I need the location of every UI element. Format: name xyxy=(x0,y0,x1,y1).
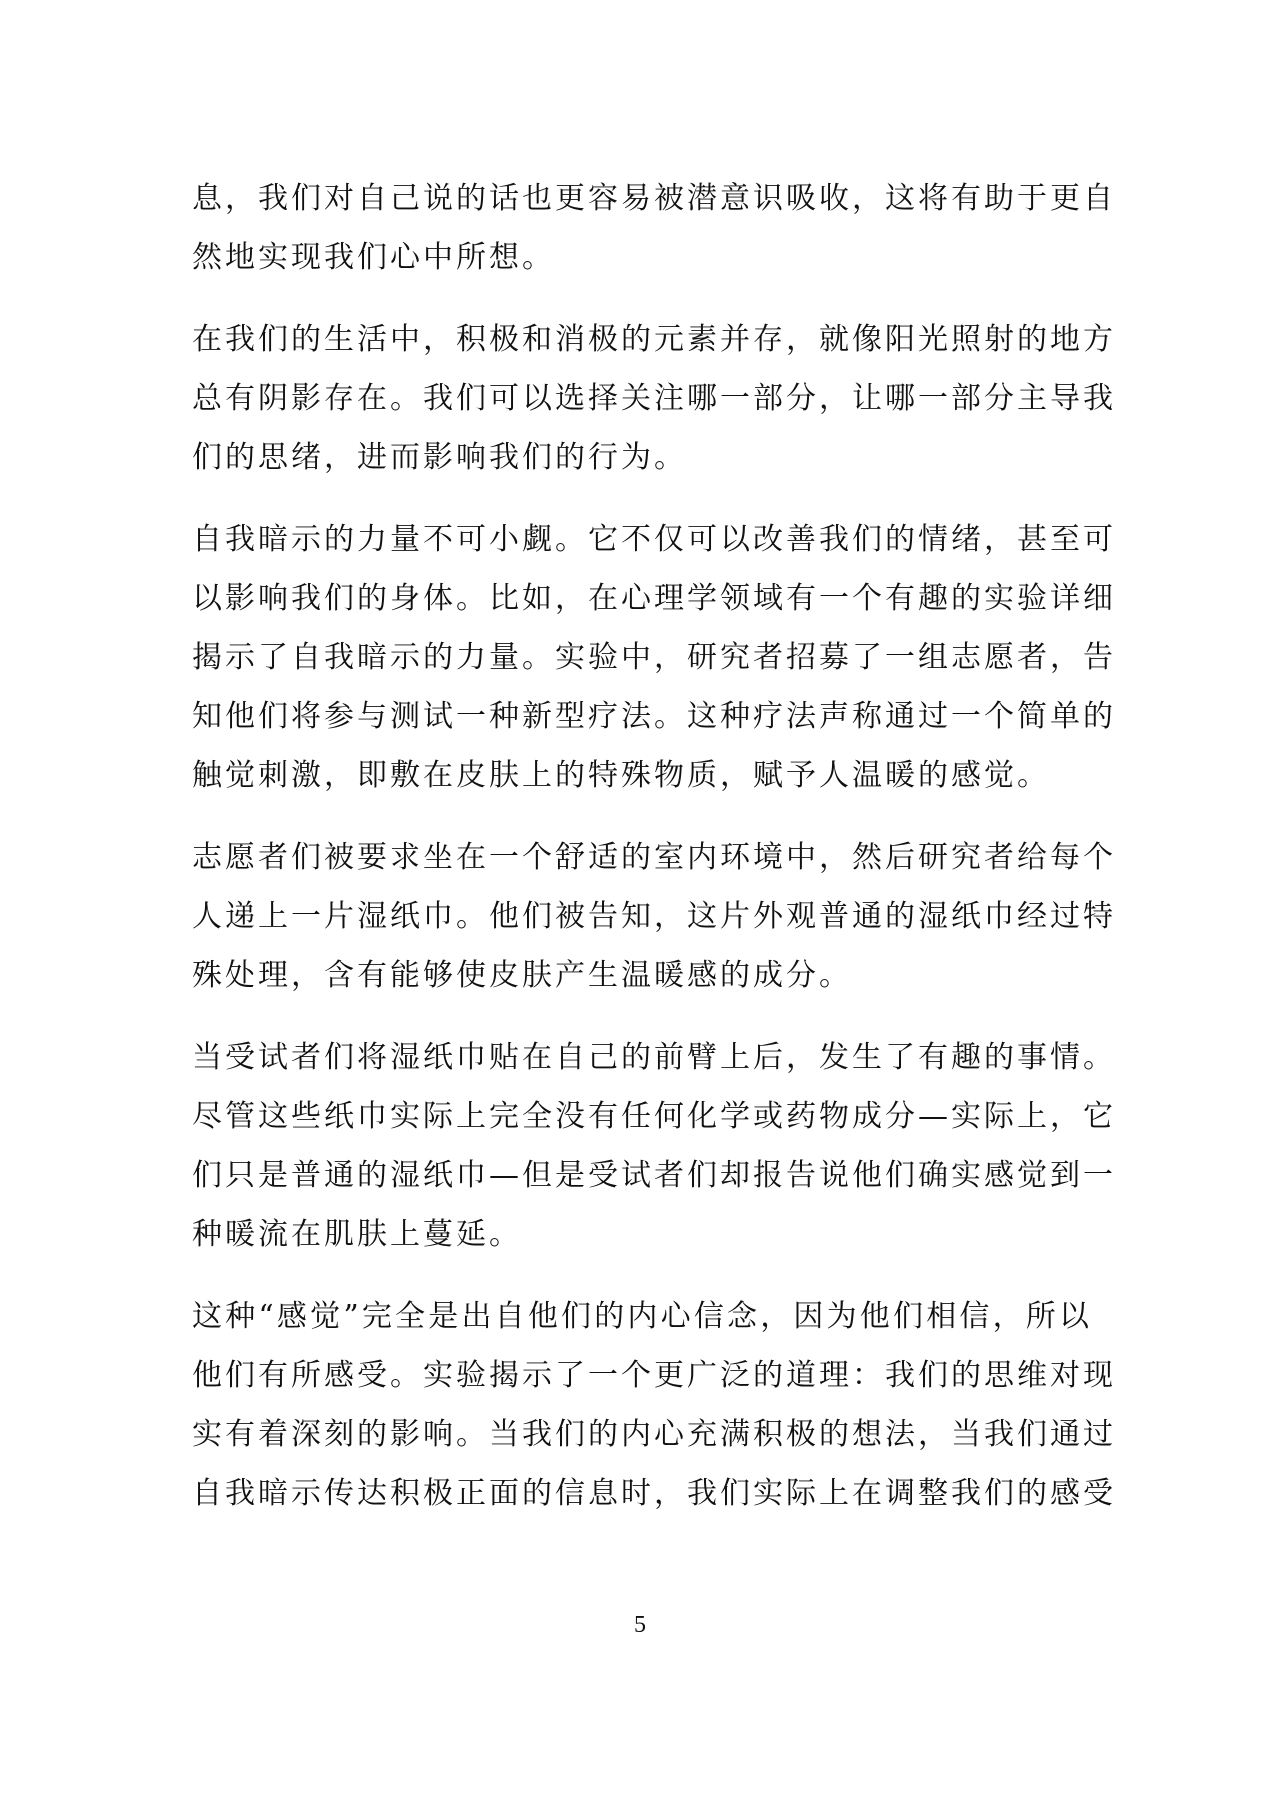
text-line: 人递上一片湿纸巾。他们被告知，这片外观普通的湿纸巾经过特 xyxy=(192,899,1116,934)
text-line: 当受试者们将湿纸巾贴在自己的前臂上后，发生了有趣的事情。 xyxy=(192,1040,1116,1075)
text-line: 然地实现我们心中所想。 xyxy=(192,240,555,275)
text-line: 们只是普通的湿纸巾—但是受试者们却报告说他们确实感觉到一 xyxy=(192,1158,1116,1193)
text-line: 自我暗示的力量不可小觑。它不仅可以改善我们的情绪，甚至可 xyxy=(192,522,1116,557)
text-line: 志愿者们被要求坐在一个舒适的室内环境中，然后研究者给每个 xyxy=(192,840,1116,875)
text-line: 自我暗示传达积极正面的信息时，我们实际上在调整我们的感受 xyxy=(192,1476,1116,1511)
text-line: 在我们的生活中，积极和消极的元素并存，就像阳光照射的地方 xyxy=(192,322,1116,357)
text-line: 总有阴影存在。我们可以选择关注哪一部分，让哪一部分主导我 xyxy=(192,381,1116,416)
text-line: 揭示了自我暗示的力量。实验中，研究者招募了一组志愿者，告 xyxy=(192,640,1116,675)
text-line: 种暖流在肌肤上蔓延。 xyxy=(192,1217,522,1252)
text-line: 们的思绪，进而影响我们的行为。 xyxy=(192,440,687,475)
text-line: 殊处理，含有能够使皮肤产生温暖感的成分。 xyxy=(192,958,852,993)
text-line: 息，我们对自己说的话也更容易被潜意识吸收，这将有助于更自 xyxy=(192,181,1116,216)
text-line: 知他们将参与测试一种新型疗法。这种疗法声称通过一个简单的 xyxy=(192,699,1116,734)
text-line: 尽管这些纸巾实际上完全没有任何化学或药物成分—实际上，它 xyxy=(192,1099,1116,1134)
text-line: 以影响我们的身体。比如，在心理学领域有一个有趣的实验详细 xyxy=(192,581,1116,616)
text-line: 触觉刺激，即敷在皮肤上的特殊物质，赋予人温暖的感觉。 xyxy=(192,758,1050,793)
text-line: 他们有所感受。实验揭示了一个更广泛的道理：我们的思维对现 xyxy=(192,1358,1116,1393)
text-line: 这种“感觉”完全是出自他们的内心信念，因为他们相信，所以 xyxy=(192,1299,1092,1334)
text-line: 实有着深刻的影响。当我们的内心充满积极的想法，当我们通过 xyxy=(192,1417,1116,1452)
page-number: 5 xyxy=(634,1612,646,1638)
